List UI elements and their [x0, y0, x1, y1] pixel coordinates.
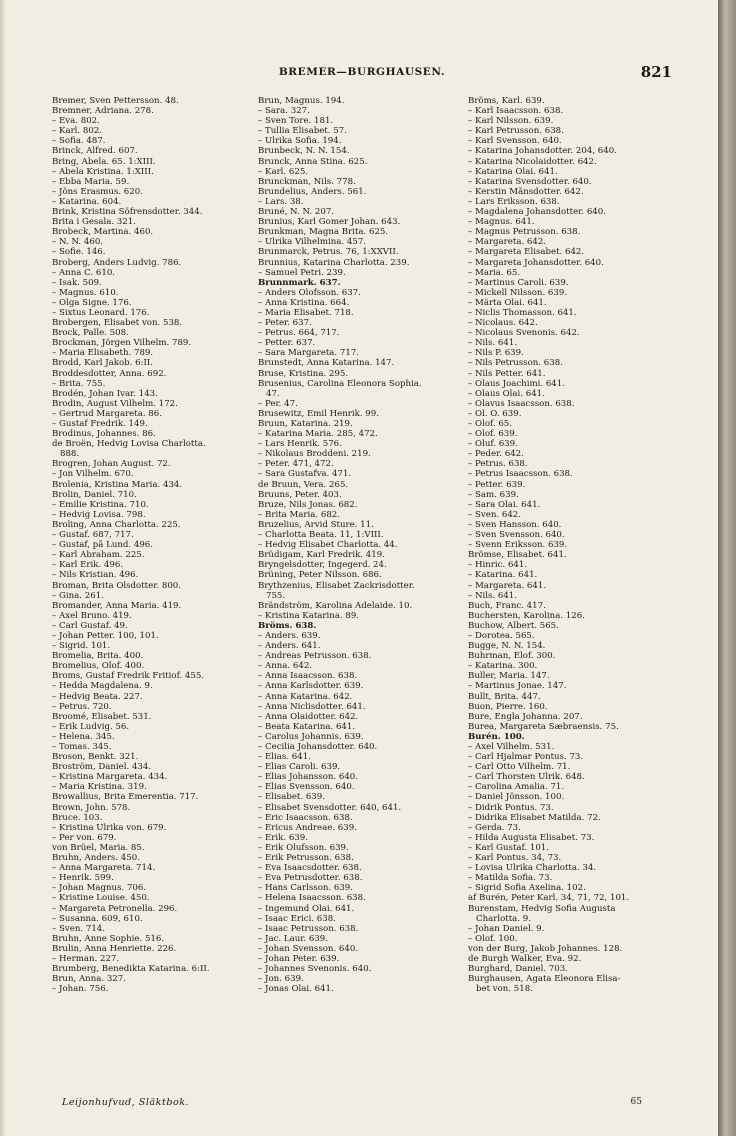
- index-entry: – Henrik. 599.: [52, 873, 114, 884]
- index-entry: Bryngelsdotter, Ingegerd. 24.: [258, 560, 387, 571]
- index-entry: – Svenn Eriksson. 639.: [468, 540, 568, 551]
- index-entry: – Lars Henrik. 576.: [258, 439, 342, 450]
- index-entry: Broms, Gustaf Fredrik Fritiof. 455.: [52, 671, 205, 682]
- index-entry: – Anna. 642.: [258, 661, 313, 672]
- index-entry: – Karl Gustaf. 101.: [468, 842, 550, 853]
- index-entry: – Eva. 802.: [52, 116, 100, 127]
- index-entry: – Gina. 261.: [52, 590, 104, 601]
- index-entry: Buller, Maria. 147.: [468, 671, 550, 682]
- index-column-1: [52, 96, 248, 994]
- index-entry: – Maria. 65.: [468, 267, 521, 278]
- index-entry: – Elias Johansson. 640.: [258, 772, 359, 783]
- index-entry: von der Burg, Jakob Johannes. 128.: [468, 943, 623, 954]
- index-entry: – Peter. 637.: [258, 318, 312, 329]
- index-entry: Bröms, Karl. 639.: [468, 96, 545, 106]
- index-entry: 47.: [266, 388, 280, 399]
- index-entry: Bruze, Nils Jonas. 682.: [258, 499, 358, 510]
- index-entry: – Jöns Erasmus. 620.: [52, 186, 143, 197]
- index-entry: – Samuel Petri. 239.: [258, 267, 346, 278]
- page-number: 821: [640, 63, 672, 81]
- index-entry: – Johan Daniel. 9.: [468, 923, 545, 934]
- index-entry: – Isak. 509.: [52, 277, 102, 288]
- index-entry: – Kristina Margareta. 434.: [52, 772, 168, 783]
- index-entry: – Katarina Olai. 641.: [468, 166, 558, 177]
- index-entry: Buhrman, Elof. 300.: [468, 651, 556, 662]
- index-entry: Brunck, Anna Stina. 625.: [258, 156, 368, 167]
- index-entry: – Carl Otto Vilhelm. 71.: [468, 762, 571, 773]
- index-entry: – Eric Isaacsson. 638.: [258, 812, 353, 823]
- index-entry: – Anna Margareta. 714.: [52, 863, 156, 874]
- index-entry: – Margareta Johansdotter. 640.: [468, 257, 604, 268]
- index-entry: – Anna Karlsdotter. 639.: [258, 681, 364, 692]
- index-entry: – Andreas Petrusson. 638.: [258, 651, 372, 662]
- index-entry: – Magnus Petrusson. 638.: [468, 227, 581, 238]
- index-entry: Broomé, Elisabet. 531.: [52, 711, 152, 722]
- index-entry: – Emilie Kristina. 710.: [52, 499, 149, 510]
- index-entry: – Kerstin Månsdotter. 642.: [468, 186, 584, 197]
- index-entry: – Karl. 625.: [258, 166, 309, 177]
- index-entry: – Eva Isaacsdotter. 638.: [258, 863, 362, 874]
- index-entry: – Helena. 345.: [52, 731, 115, 742]
- index-entry: – Katarina Svensdotter. 640.: [468, 176, 592, 187]
- signature-mark: 65: [630, 1097, 642, 1107]
- index-entry: – Johan Magnus. 706.: [52, 883, 147, 894]
- index-entry: – Ulrika Sofia. 194.: [258, 136, 342, 147]
- index-entry: – Petrus Isaacsson. 638.: [468, 469, 573, 480]
- index-entry: bet von. 518.: [476, 984, 533, 995]
- index-entry: – Herman. 227.: [52, 953, 120, 964]
- index-entry: – Hedvig Lovisa. 798.: [52, 509, 146, 520]
- index-entry: Bruhn, Anne Sophie. 516.: [52, 933, 165, 944]
- index-entry: – Lovisa Ulrika Charlotta. 34.: [468, 863, 597, 874]
- index-entry: – Anders. 641.: [258, 641, 321, 652]
- index-entry: – Katarina Maria. 285, 472.: [258, 429, 378, 440]
- index-entry: Broberg, Anders Ludvig. 786.: [52, 257, 182, 268]
- index-entry: – Anna Isaacsson. 638.: [258, 671, 358, 682]
- index-entry: – Didrika Elisabet Matilda. 72.: [468, 812, 601, 823]
- index-entry: Broström, Daniel. 434.: [52, 762, 152, 773]
- index-entry: – Katarina. 300.: [468, 661, 538, 672]
- index-entry: – Hans Carlsson. 639.: [258, 883, 354, 894]
- index-entry: – Jon. 639.: [258, 974, 304, 985]
- index-entry: Bring, Abela. 65. 1:XIII.: [52, 156, 156, 167]
- index-entry: – Helena Isaacsson. 638.: [258, 893, 366, 904]
- index-entry: – Olaus Joachimi. 641.: [468, 378, 565, 389]
- index-entry: Brunckman, Nils. 778.: [258, 176, 356, 187]
- index-entry: 888.: [60, 449, 80, 460]
- index-entry: – Gustaf. 687, 717.: [52, 530, 134, 541]
- index-entry: – Brita. 755.: [52, 378, 106, 389]
- index-entry: Bure, Engla Johanna. 207.: [468, 711, 583, 722]
- index-entry: – Jon Vilhelm. 670.: [52, 469, 134, 480]
- index-entry: Broddesdotter, Anna. 692.: [52, 368, 167, 379]
- index-entry: – Katarina Nicolaidotter. 642.: [468, 156, 597, 167]
- index-entry: – Kristine Louise. 450.: [52, 893, 150, 904]
- index-entry: – Hilda Augusta Elisabet. 73.: [468, 832, 595, 843]
- index-entry: – Märta Olai. 641.: [468, 297, 547, 308]
- index-entry: – Axel Vilhelm. 531.: [468, 742, 555, 752]
- index-entry: – Karl Pontus. 34, 73.: [468, 853, 562, 864]
- index-entry: – Petrus. 664, 717.: [258, 328, 340, 339]
- index-entry: – Sara Margareta. 717.: [258, 348, 360, 359]
- index-entry: – Sam. 639.: [468, 489, 519, 500]
- index-entry: – Karl Svensson. 640.: [468, 136, 562, 147]
- index-entry: – Margareta Elisabet. 642.: [468, 247, 585, 258]
- index-entry: Brodd, Karl Jakob. 6:II.: [52, 358, 153, 369]
- index-entry: Brunnmark. 637.: [258, 277, 341, 288]
- index-entry: – Sven Tore. 181.: [258, 116, 334, 127]
- index-entry: Brüning, Peter Nilsson. 686.: [258, 570, 382, 581]
- index-entry: – Gustaf, på Lund. 496.: [52, 540, 153, 551]
- index-entry: Brythzenius, Elisabet Zackrisdotter.: [258, 580, 415, 591]
- index-entry: – Erik Ludvig. 56.: [52, 721, 130, 732]
- index-entry: de Burgh Walker, Eva. 92.: [468, 953, 582, 964]
- index-entry: – Margareta Petronella. 296.: [52, 903, 178, 914]
- index-entry: Bruné, N. N. 207.: [258, 207, 335, 218]
- index-entry: Brüdigam, Karl Fredrik. 419.: [258, 550, 385, 561]
- index-entry: – Hinric. 641.: [468, 560, 528, 571]
- index-entry: – Johan Petter. 100, 101.: [52, 630, 159, 641]
- index-entry: – Katarina. 604.: [52, 196, 122, 207]
- index-entry: Bullt, Brita. 447.: [468, 691, 541, 702]
- index-entry: – Katarina. 641.: [468, 570, 538, 581]
- index-entry: – Sara Gustafva. 471.: [258, 469, 352, 480]
- index-entry: Brodén, Johan Ivar. 143.: [52, 388, 158, 399]
- index-entry: Bromelius, Olof. 400.: [52, 661, 145, 672]
- index-entry: – Sixtus Leonard. 176.: [52, 307, 150, 318]
- index-entry: – Olof. 639.: [468, 429, 518, 440]
- index-entry: – Jac. Laur. 639.: [258, 933, 328, 944]
- index-entry: – Maria Kristina. 319.: [52, 782, 147, 793]
- index-entry: af Burén, Peter Karl. 34, 71, 72, 101.: [468, 893, 630, 904]
- index-entry: – Nicolaus. 642.: [468, 318, 538, 329]
- index-entry: – Katarina Johansdotter. 204, 640.: [468, 146, 617, 157]
- index-entry: – Elisabet. 639.: [258, 792, 325, 803]
- index-entry: – Nils Kristian. 496.: [52, 570, 139, 581]
- index-entry: – Kristina Ulrika von. 679.: [52, 822, 167, 833]
- index-entry: – Maria Elisabet. 718.: [258, 307, 354, 318]
- index-entry: – Nikolaus Broddeni. 219.: [258, 449, 371, 460]
- index-entry: – Eva Petrusdotter. 638.: [258, 873, 363, 884]
- index-column-3: [468, 96, 673, 994]
- index-entry: – Axel Bruno. 419.: [52, 610, 132, 621]
- index-entry: Burea, Margareta Sæbraensis. 75.: [468, 721, 619, 732]
- index-entry: – Matilda Sofia. 73.: [468, 873, 553, 884]
- index-entry: Brusenius, Carolina Eleonora Sophia.: [258, 378, 422, 389]
- index-entry: – Charlotta Beata. 11, 1:VIII.: [258, 530, 384, 541]
- index-entry: – Beata Katarina. 641.: [258, 721, 356, 732]
- index-entry: – Elias Svensson. 640.: [258, 782, 355, 793]
- index-entry: Brolin, Daniel. 710.: [52, 489, 137, 500]
- index-entry: – Hedvig Elisabet Charlotta. 44.: [258, 540, 398, 551]
- index-entry: – Sofie. 146.: [52, 247, 106, 258]
- index-entry: de Broën, Hedvig Lovisa Charlotta.: [52, 439, 206, 450]
- book-title: Leijonhufvud, Släktbok.: [62, 1097, 190, 1108]
- index-entry: Brulin, Anna Henriette. 226.: [52, 943, 177, 954]
- index-entry: – Nils. 641.: [468, 590, 518, 601]
- index-entry: von Brüel, Maria. 85.: [52, 842, 145, 853]
- index-entry: – Ingemund Olai. 641.: [258, 903, 355, 914]
- index-entry: – Martinus Caroli. 639.: [468, 277, 569, 288]
- index-entry: – Kristina Katarina. 89.: [258, 610, 360, 621]
- index-entry: – Nils P. 639.: [468, 348, 524, 359]
- index-entry: – Magnus. 610.: [52, 287, 119, 298]
- page-header: [52, 63, 672, 82]
- index-column-2: [258, 96, 460, 994]
- index-entry: Bruse, Kristina. 295.: [258, 368, 349, 379]
- index-entry: Brockman, Jörgen Vilhelm. 789.: [52, 338, 192, 349]
- index-entry: – Petter. 637.: [258, 338, 316, 349]
- index-entry: 755.: [266, 590, 286, 601]
- running-head: BREMER—BURGHAUSEN.: [278, 66, 446, 78]
- index-entry: – Erik Petrusson. 638.: [258, 853, 354, 864]
- index-entry: Bruuns, Peter. 403.: [258, 489, 342, 500]
- index-entry: – Magnus. 641.: [468, 217, 535, 228]
- index-entry: – Anna C. 610.: [52, 267, 116, 278]
- index-entry: – Erik. 639.: [258, 832, 308, 843]
- index-entry: – Lars. 38.: [258, 196, 304, 207]
- index-entry: – Olaus Olai. 641.: [468, 388, 545, 399]
- index-entry: Bromelia, Brita. 400.: [52, 651, 144, 662]
- index-entry: – Susanna. 609, 610.: [52, 913, 143, 924]
- index-entry: – Gertrud Margareta. 86.: [52, 408, 162, 419]
- index-entry: – Anna Niclisdotter. 641.: [258, 701, 366, 712]
- index-entry: Broling, Anna Charlotta. 225.: [52, 519, 181, 530]
- index-entry: – Petter. 639.: [468, 479, 526, 490]
- index-entry: – Ebba Maria. 59.: [52, 176, 130, 187]
- index-entry: Brunnius, Katarina Charlotta. 239.: [258, 257, 410, 268]
- index-entry: – Sven Svensson. 640.: [468, 530, 565, 541]
- index-entry: – Anders Olofsson. 637.: [258, 287, 361, 298]
- index-entry: – Carolus Johannis. 639.: [258, 731, 364, 742]
- index-entry: Buon, Pierre. 160.: [468, 701, 548, 712]
- page-footer: [62, 1097, 642, 1111]
- index-entry: – Maria Elisabeth. 789.: [52, 348, 154, 359]
- index-entry: Brunmarck, Petrus. 76, 1:XXVII.: [258, 247, 399, 258]
- index-entry: – Margareta. 641.: [468, 580, 547, 591]
- index-entry: – Carl Hjalmar Pontus. 73.: [468, 752, 584, 763]
- index-entry: – Isaac Petrusson. 638.: [258, 923, 359, 934]
- index-entry: – Olga Signe. 176.: [52, 297, 132, 308]
- index-entry: Buchow, Albert. 565.: [468, 620, 559, 631]
- index-entry: – Per. 47.: [258, 398, 298, 409]
- index-entry: Brändström, Karolina Adelaide. 10.: [258, 600, 413, 611]
- index-entry: – Anna Olaidotter. 642.: [258, 711, 359, 722]
- index-entry: Bruhn, Anders. 450.: [52, 853, 140, 864]
- index-entry: Burenstam, Hedvig Sofia Augusta: [468, 903, 616, 914]
- index-entry: Brunstedt, Anna Katarina. 147.: [258, 358, 395, 369]
- index-entry: – Johannes Svenonis. 640.: [258, 964, 372, 975]
- index-entry: Brömse, Elisabet. 641.: [468, 550, 567, 561]
- index-entry: – Lars Eriksson. 638.: [468, 196, 560, 207]
- index-entry: – Gustaf Fredrik. 149.: [52, 419, 148, 429]
- index-entry: – Margareta. 642.: [468, 237, 547, 248]
- index-entry: Bremner, Adriana. 278.: [52, 106, 154, 117]
- index-entry: – Jonas Olai. 641.: [258, 984, 334, 995]
- index-entry: – Isaac Erici. 638.: [258, 913, 336, 924]
- index-entry: Brobeck, Martina. 460.: [52, 227, 154, 238]
- index-entry: Browallius, Brita Emerentia. 717.: [52, 792, 199, 803]
- index-entry: – Nils. 641.: [468, 338, 518, 349]
- index-entry: – Brita Maria. 682.: [258, 509, 341, 520]
- index-entry: – Elias Caroli. 639.: [258, 762, 341, 773]
- index-entry: – Sigrid. 101.: [52, 641, 111, 652]
- index-entry: – Anna Kristina. 664.: [258, 297, 350, 308]
- index-entry: – Elisabet Svensdotter. 640, 641.: [258, 802, 402, 813]
- index-entry: – Sven. 714.: [52, 923, 105, 934]
- index-entry: – Sigrid Sofia Axelina. 102.: [468, 883, 586, 894]
- index-entry: Bruzelius, Arvid Sture. 11.: [258, 519, 374, 530]
- index-entry: – Abela Kristina. 1:XIII.: [52, 166, 154, 177]
- index-entry: – Karl Erik. 496.: [52, 560, 124, 571]
- index-entry: Bromander, Anna Maria. 419.: [52, 600, 182, 611]
- index-entry: Bröms. 638.: [258, 620, 317, 631]
- index-entry: – Tullia Elisabet. 57.: [258, 126, 347, 137]
- index-entry: Brumberg, Benedikta Katarina. 6:II.: [52, 964, 210, 975]
- index-entry: – Johan Peter. 639.: [258, 953, 340, 964]
- index-entry: Burén. 100.: [468, 731, 525, 742]
- book-page-edge: [718, 0, 736, 1136]
- index-entry: de Bruun, Vera. 265.: [258, 479, 349, 490]
- index-entry: Buch, Franc. 417.: [468, 600, 546, 611]
- index-entry: – Olavus Isaacsson. 638.: [468, 398, 575, 409]
- index-entry: – Ericus Andreae. 639.: [258, 822, 357, 833]
- index-entry: Brodinus, Johannes. 86.: [52, 429, 156, 440]
- index-entry: Brobergen, Elisabet von. 538.: [52, 318, 183, 329]
- index-entry: Broman, Brita Olsdotter. 800.: [52, 580, 181, 591]
- index-entry: – Hedvig Beata. 227.: [52, 691, 143, 702]
- index-entry: – Cecilia Johansdotter. 640.: [258, 742, 378, 752]
- index-entry: – Daniel Jönsson. 100.: [468, 792, 565, 803]
- index-entry: – Petrus. 720.: [52, 701, 112, 712]
- index-entry: Brolenia, Kristina Maria. 434.: [52, 479, 183, 490]
- index-entry: – Erik Olufsson. 639.: [258, 842, 349, 853]
- index-entry: – Elias. 641.: [258, 752, 311, 763]
- index-entry: – Karl. 802.: [52, 126, 103, 137]
- index-entry: Brodin, August Vilhelm. 172.: [52, 398, 178, 409]
- index-entry: – Karl Abraham. 225.: [52, 550, 145, 561]
- index-entry: Brun, Anna. 327.: [52, 974, 126, 985]
- index-entry: Brinck, Alfred. 607.: [52, 146, 138, 157]
- index-entry: – Ulrika Vilhelmina. 457.: [258, 237, 367, 248]
- index-entry: Buchersten, Karolina. 126.: [468, 610, 585, 621]
- index-entry: – Karl Petrusson. 638.: [468, 126, 564, 137]
- index-entry: – Nils Petrusson. 638.: [468, 358, 563, 369]
- index-entry: – Anders. 639.: [258, 630, 321, 641]
- index-entry: Brock, Palle. 508.: [52, 328, 129, 339]
- index-entry: Bruun, Katarina. 219.: [258, 419, 353, 429]
- index-entry: Bugge, N. N. 154.: [468, 641, 546, 652]
- index-entry: Bruce. 103.: [52, 812, 103, 823]
- index-entry: – Magdalena Johansdotter. 640.: [468, 207, 606, 218]
- index-entry: – Nicolaus Svenonis. 642.: [468, 328, 580, 339]
- index-entry: Brogren, Johan August. 72.: [52, 459, 171, 470]
- index-entry: Broson, Benkt. 321.: [52, 752, 139, 763]
- index-entry: – Hedda Magdalena. 9.: [52, 681, 153, 692]
- index-entry: Brusewitz, Emil Henrik. 99.: [258, 408, 379, 419]
- index-entry: – Niclis Thomasson. 641.: [468, 307, 577, 318]
- index-entry: – Petrus. 638.: [468, 459, 528, 470]
- index-entry: Brunkman, Magna Brita. 625.: [258, 227, 389, 238]
- index-entry: – Peder. 642.: [468, 449, 524, 460]
- index-entry: – Nils Petter. 641.: [468, 368, 546, 379]
- index-entry: – Johan. 756.: [52, 984, 109, 995]
- index-entry: – N. N. 460.: [52, 237, 104, 248]
- index-entry: – Per von. 679.: [52, 832, 117, 843]
- index-entry: – Sara. 327.: [258, 106, 310, 117]
- index-entry: – Sven. 642.: [468, 509, 521, 520]
- index-entry: Brun, Magnus. 194.: [258, 96, 345, 106]
- index-entry: – Olof. 100.: [468, 933, 518, 944]
- index-entry: – Carl Thorsten Ulrik. 648.: [468, 772, 585, 783]
- index-entry: Brita i Gesala. 321.: [52, 217, 136, 228]
- index-entry: – Martinus Jonae. 147.: [468, 681, 567, 692]
- index-entry: – Carolina Amalia. 71.: [468, 782, 565, 793]
- index-entry: – Didrik Pontus. 73.: [468, 802, 554, 813]
- index-entry: Charlotta. 9.: [476, 913, 531, 924]
- index-entry: – Dorotea. 565.: [468, 630, 535, 641]
- index-entry: – Carl Gustaf. 49.: [52, 620, 128, 631]
- index-entry: – Sofia. 487.: [52, 136, 106, 147]
- index-entry: – Olof. 65.: [468, 419, 513, 429]
- index-entry: Brunius, Karl Gomer Johan. 643.: [258, 217, 401, 228]
- index-entry: – Karl Nilsson. 639.: [468, 116, 554, 127]
- index-entry: Brunbeck, N. N. 154.: [258, 146, 350, 157]
- index-entry: – Ol. O. 639.: [468, 408, 522, 419]
- index-entry: Brink, Kristina Söfrensdotter. 344.: [52, 207, 203, 218]
- index-entry: – Anna Katarina. 642.: [258, 691, 353, 702]
- index-entry: – Peter. 471, 472.: [258, 459, 334, 470]
- index-entry: Burghausen, Agata Eleonora Elisa-: [468, 974, 621, 985]
- index-entry: – Johan Svensson. 640.: [258, 943, 359, 954]
- index-entry: Brown, John. 578.: [52, 802, 131, 813]
- index-entry: Bremer, Sven Pettersson. 48.: [52, 96, 179, 106]
- index-entry: – Sara Olai. 641.: [468, 499, 541, 510]
- index-entry: – Sven Hansson. 640.: [468, 519, 562, 530]
- index-entry: – Mickell Nilsson. 639.: [468, 287, 568, 298]
- index-entry: – Gerda. 73.: [468, 822, 521, 833]
- index-entry: Brundelius, Anders. 561.: [258, 186, 367, 197]
- index-entry: – Oluf. 639.: [468, 439, 518, 450]
- index-entry: – Karl Isaacsson. 638.: [468, 106, 564, 117]
- index-entry: – Tomas. 345.: [52, 742, 112, 752]
- index-entry: Burghard, Daniel. 703.: [468, 964, 568, 975]
